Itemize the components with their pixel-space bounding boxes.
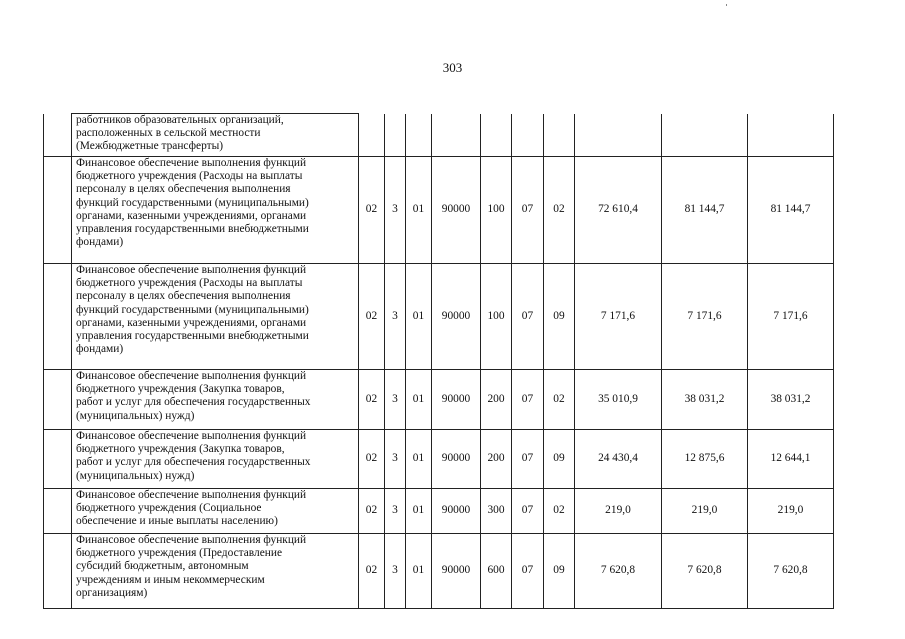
description-line: субсидий бюджетным, автономным <box>76 560 249 573</box>
description-line: Финансовое обеспечение выполнения функций <box>76 264 307 276</box>
code-cell: 3 <box>385 157 406 264</box>
description-cell <box>72 430 359 489</box>
code-cell <box>512 114 544 157</box>
amount-cell <box>662 114 748 157</box>
description-line: Финансовое обеспечение выполнения функций <box>76 430 307 442</box>
code-cell: 07 <box>512 430 544 489</box>
amount-cell: 12 644,1 <box>748 430 834 489</box>
table-row <box>44 264 834 370</box>
description-line: работ и услуг для обеспечения государственных <box>76 396 311 409</box>
description-line: Финансовое обеспечение выполнения функций <box>76 157 307 169</box>
table-row <box>44 534 834 609</box>
description-line: управления государственными внебюджетными <box>76 223 309 236</box>
description-cell <box>72 114 359 157</box>
description-line: Финансовое обеспечение выполнения функций <box>76 534 307 546</box>
code-cell: 200 <box>481 370 512 430</box>
amount-cell: 7 171,6 <box>575 264 662 370</box>
code-cell: 09 <box>544 534 575 609</box>
code-cell: 01 <box>406 534 432 609</box>
scan-speck <box>726 4 727 6</box>
code-cell <box>481 114 512 157</box>
amount-cell: 7 620,8 <box>575 534 662 609</box>
description-cell <box>72 489 359 534</box>
description-line: бюджетного учреждения (Расходы на выплаты <box>76 170 303 183</box>
code-cell: 09 <box>544 264 575 370</box>
code-cell: 02 <box>359 489 385 534</box>
description-line: Финансовое обеспечение выполнения функций <box>76 489 307 501</box>
amount-cell: 219,0 <box>662 489 748 534</box>
code-cell <box>359 114 385 157</box>
code-cell: 02 <box>359 534 385 609</box>
code-cell: 200 <box>481 430 512 489</box>
description-line: (Межбюджетные трансферты) <box>76 140 224 153</box>
code-cell: 02 <box>544 489 575 534</box>
code-cell: 90000 <box>432 534 481 609</box>
code-cell <box>406 114 432 157</box>
description-line: расположенных в сельской местности <box>76 127 261 140</box>
code-cell: 02 <box>544 157 575 264</box>
amount-cell: 38 031,2 <box>662 370 748 430</box>
code-cell: 07 <box>512 534 544 609</box>
table-row <box>44 430 834 489</box>
description-line: бюджетного учреждения (Социальное <box>76 502 262 515</box>
amount-cell: 38 031,2 <box>748 370 834 430</box>
code-cell: 3 <box>385 534 406 609</box>
index-cell <box>44 430 72 489</box>
description-line: фондами) <box>76 236 124 249</box>
amount-cell: 7 171,6 <box>662 264 748 370</box>
amount-cell: 72 610,4 <box>575 157 662 264</box>
code-cell: 02 <box>359 370 385 430</box>
description-line: (муниципальных) нужд) <box>76 469 195 482</box>
description-line: функций государственными (муниципальными) <box>76 303 309 316</box>
code-cell <box>385 114 406 157</box>
code-cell: 01 <box>406 370 432 430</box>
code-cell: 3 <box>385 370 406 430</box>
description-line: органами, казенными учреждениями, органами <box>76 316 307 329</box>
code-cell: 01 <box>406 430 432 489</box>
amount-cell <box>575 114 662 157</box>
code-cell: 07 <box>512 370 544 430</box>
description-line: фондами) <box>76 343 124 356</box>
code-cell: 01 <box>406 264 432 370</box>
code-cell: 07 <box>512 157 544 264</box>
description-line: органами, казенными учреждениями, органами <box>76 209 307 222</box>
amount-cell: 81 144,7 <box>748 157 834 264</box>
description-line: персоналу в целях обеспечения выполнения <box>76 183 291 196</box>
index-cell <box>44 534 72 609</box>
amount-cell: 35 010,9 <box>575 370 662 430</box>
description-line: управления государственными внебюджетными <box>76 330 309 343</box>
description-line: работ и услуг для обеспечения государственных <box>76 456 311 469</box>
code-cell: 3 <box>385 430 406 489</box>
amount-cell: 219,0 <box>748 489 834 534</box>
description-line: организациям) <box>76 586 148 599</box>
table-row <box>44 370 834 430</box>
code-cell: 100 <box>481 264 512 370</box>
description-line: учреждениям и иным некоммерческим <box>76 573 265 586</box>
index-cell <box>44 114 72 157</box>
code-cell: 3 <box>385 489 406 534</box>
code-cell: 07 <box>512 489 544 534</box>
code-cell <box>432 114 481 157</box>
budget-table <box>43 113 834 609</box>
code-cell: 09 <box>544 430 575 489</box>
table-row <box>44 114 834 157</box>
amount-cell: 219,0 <box>575 489 662 534</box>
description-cell <box>72 264 359 370</box>
description-cell <box>72 534 359 609</box>
code-cell: 90000 <box>432 430 481 489</box>
description-line: функций государственными (муниципальными) <box>76 196 309 209</box>
code-cell: 90000 <box>432 264 481 370</box>
description-line: бюджетного учреждения (Предоставление <box>76 547 283 560</box>
description-line: Финансовое обеспечение выполнения функций <box>76 370 307 382</box>
index-cell <box>44 264 72 370</box>
description-line: работников образовательных организаций, <box>76 114 284 126</box>
code-cell: 01 <box>406 157 432 264</box>
code-cell: 02 <box>359 157 385 264</box>
description-line: персоналу в целях обеспечения выполнения <box>76 290 291 303</box>
code-cell <box>544 114 575 157</box>
amount-cell: 12 875,6 <box>662 430 748 489</box>
description-cell <box>72 157 359 264</box>
amount-cell: 81 144,7 <box>662 157 748 264</box>
amount-cell: 24 430,4 <box>575 430 662 489</box>
code-cell: 90000 <box>432 370 481 430</box>
code-cell: 600 <box>481 534 512 609</box>
table-row <box>44 489 834 534</box>
code-cell: 100 <box>481 157 512 264</box>
code-cell: 3 <box>385 264 406 370</box>
amount-cell: 7 620,8 <box>662 534 748 609</box>
code-cell: 90000 <box>432 489 481 534</box>
table-row <box>44 157 834 264</box>
amount-cell: 7 620,8 <box>748 534 834 609</box>
description-line: бюджетного учреждения (Расходы на выплаты <box>76 277 303 290</box>
code-cell: 02 <box>359 430 385 489</box>
description-line: (муниципальных) нужд) <box>76 409 195 422</box>
description-line: обеспечение и иные выплаты населению) <box>76 515 278 528</box>
amount-cell <box>748 114 834 157</box>
amount-cell: 7 171,6 <box>748 264 834 370</box>
code-cell: 90000 <box>432 157 481 264</box>
code-cell: 02 <box>544 370 575 430</box>
code-cell: 300 <box>481 489 512 534</box>
description-line: бюджетного учреждения (Закупка товаров, <box>76 443 285 456</box>
description-cell <box>72 370 359 430</box>
index-cell <box>44 157 72 264</box>
code-cell: 07 <box>512 264 544 370</box>
page-number: 303 <box>442 60 463 75</box>
description-line: бюджетного учреждения (Закупка товаров, <box>76 383 285 396</box>
index-cell <box>44 489 72 534</box>
code-cell: 01 <box>406 489 432 534</box>
index-cell <box>44 370 72 430</box>
code-cell: 02 <box>359 264 385 370</box>
